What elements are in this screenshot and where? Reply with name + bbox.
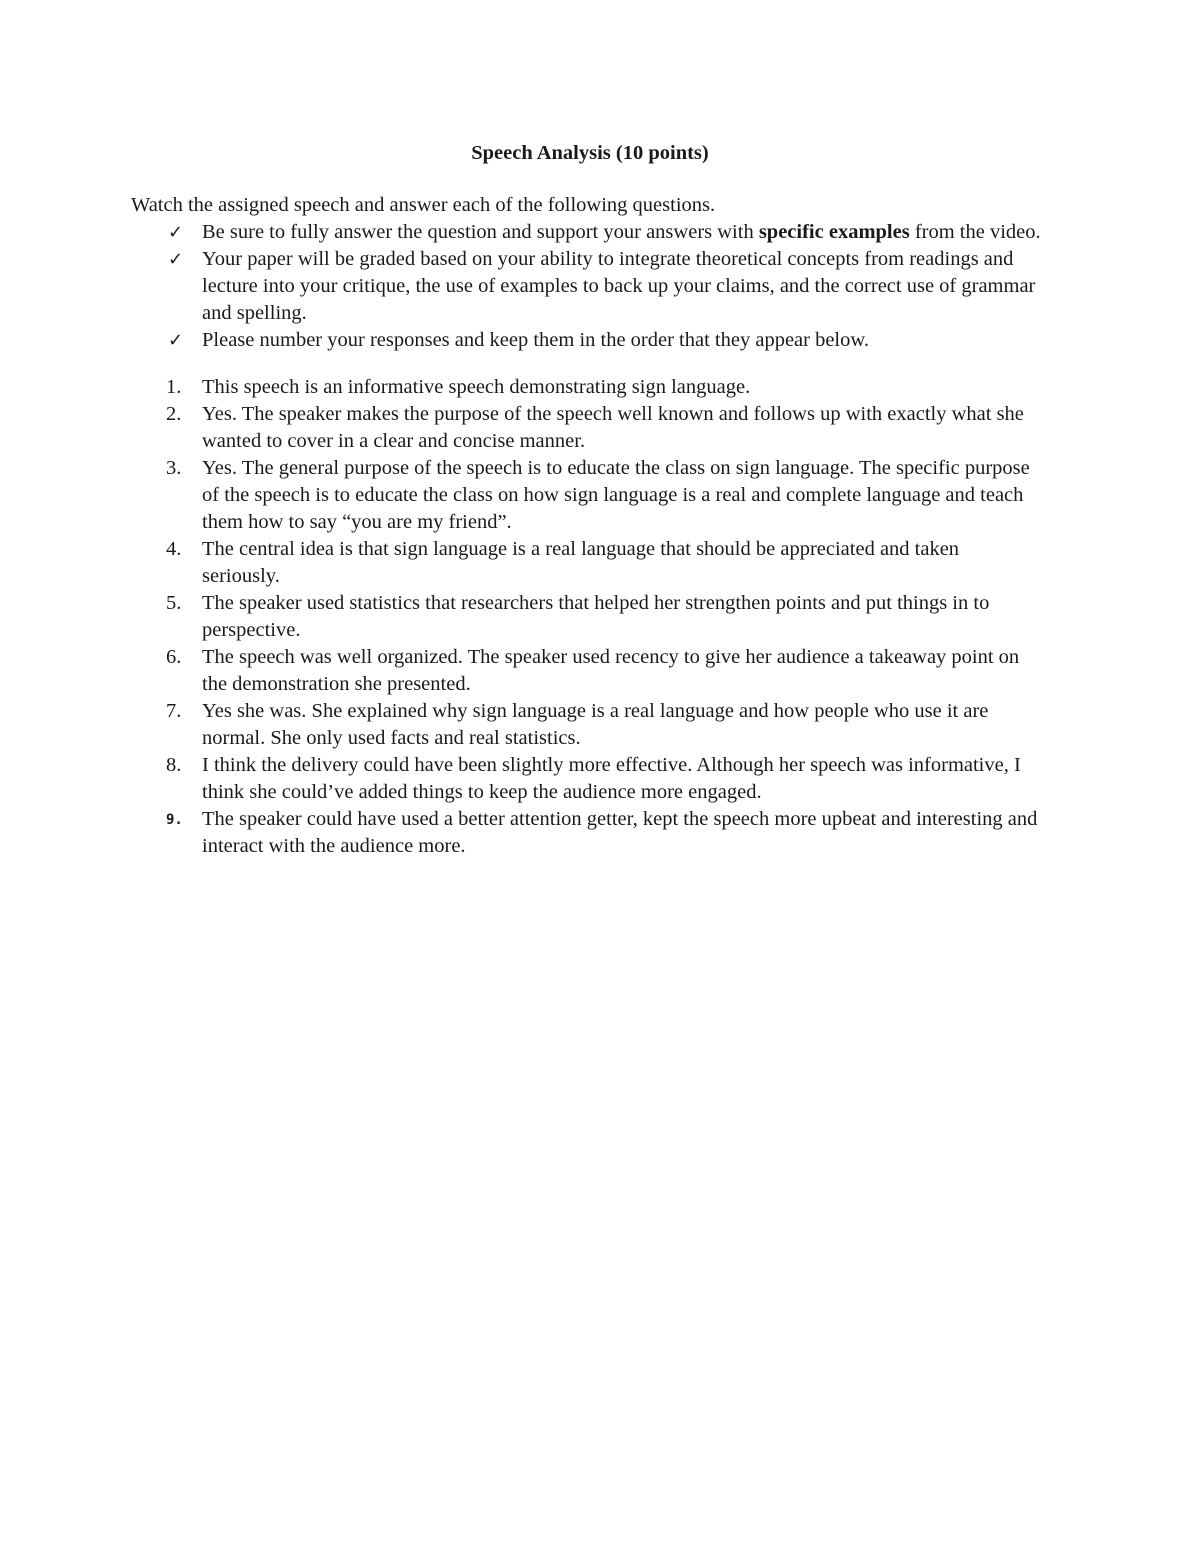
checkmark-icon: ✓: [168, 330, 184, 351]
answer-text: The central idea is that sign language is a real language that should be appreciated and taken seriously.: [202, 538, 960, 587]
checklist-item-text: Your paper will be graded based on your ability to integrate theoretical concepts from readings and lecture into your critique, the use of examples to back up your claims, and the correct use of grammar and spelling.: [202, 248, 1036, 324]
answer-text: Yes she was. She explained why sign language is a real language and how people who use it are normal. She only used facts and real statistics.: [202, 700, 989, 749]
intro-text: Watch the assigned speech and answer each of the following questions.: [131, 194, 716, 216]
answer-number: 9.: [166, 812, 183, 828]
checkmark-icon: ✓: [168, 249, 184, 270]
answer-number: 7.: [166, 700, 182, 722]
answer-number: 6.: [166, 646, 182, 668]
answer-number: 5.: [166, 592, 182, 614]
answer-item: [131, 698, 1041, 752]
answer-number: 1.: [166, 376, 182, 398]
answer-item: [131, 806, 1041, 860]
checklist-item: [131, 246, 1041, 327]
answer-item: [131, 401, 1041, 455]
answer-text: The speaker could have used a better attention getter, kept the speech more upbeat and interesting and interact with the audience more.: [202, 808, 1038, 857]
checklist-item-text: Be sure to fully answer the question and support your answers with specific examples from the video.: [202, 221, 1041, 243]
answer-text: Yes. The speaker makes the purpose of the speech well known and follows up with exactly what she wanted to cover in a clear and concise manner.: [202, 403, 1024, 452]
answer-text: I think the delivery could have been slightly more effective. Although her speech was informative, I think she could’ve added things to keep the audience more engaged.: [202, 754, 1021, 803]
document-body: [131, 140, 1041, 860]
answer-item: [131, 590, 1041, 644]
answer-item: [131, 455, 1041, 536]
answer-text: The speech was well organized. The speaker used recency to give her audience a takeaway point on the demonstration she presented.: [202, 646, 1020, 695]
answer-item: [131, 644, 1041, 698]
document-title: Speech Analysis (10 points): [471, 142, 709, 164]
answer-number: 2.: [166, 403, 182, 425]
answer-number: 3.: [166, 457, 182, 479]
answer-item: [131, 752, 1041, 806]
answer-list: [131, 374, 1041, 860]
answer-item: [131, 374, 1041, 401]
answer-text: This speech is an informative speech demonstrating sign language.: [202, 376, 751, 398]
instruction-checklist: [131, 219, 1041, 354]
checkmark-icon: ✓: [168, 222, 184, 243]
answer-number: 8.: [166, 754, 182, 776]
answer-number: 4.: [166, 538, 182, 560]
emphasis-text: specific examples: [758, 221, 910, 243]
checklist-item: [131, 219, 1041, 246]
answer-text: Yes. The general purpose of the speech is to educate the class on sign language. The specific purpose of the speech is to educate the class on how sign language is a real and complete language and teach them how to say “you are my friend”.: [202, 457, 1030, 533]
checklist-item-text: Please number your responses and keep them in the order that they appear below.: [202, 329, 869, 351]
checklist-item: [131, 327, 1041, 354]
answer-text: The speaker used statistics that researchers that helped her strengthen points and put things in to perspective.: [202, 592, 990, 641]
answer-item: [131, 536, 1041, 590]
